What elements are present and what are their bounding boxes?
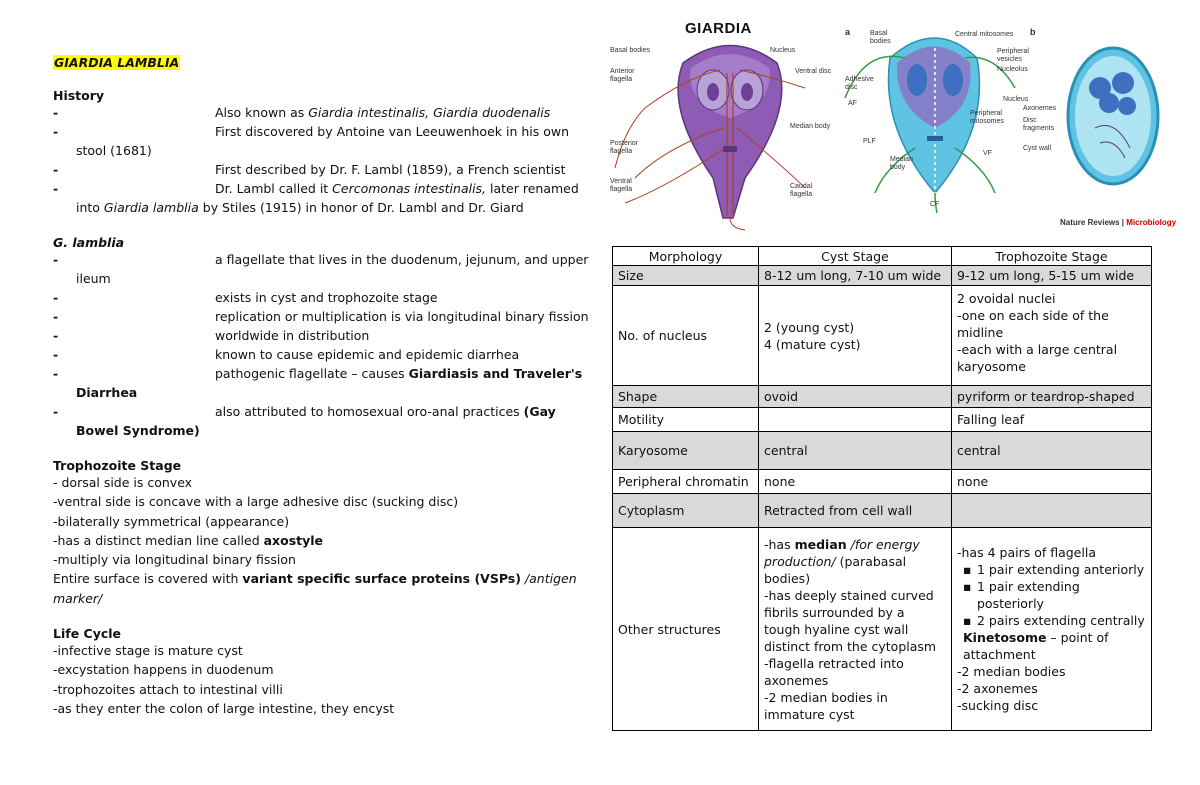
flagella-list xyxy=(957,561,1146,629)
tropho-cell: 9-12 um long, 5-15 um wide xyxy=(952,266,1152,286)
tropho-line: -ventral side is concave with a large adhesive disc (sucking disc) xyxy=(53,494,459,510)
row-label: Other structures xyxy=(613,528,759,731)
figure-label: Central mitosomes xyxy=(955,31,1014,38)
row-label: Karyosome xyxy=(613,432,759,470)
giardia-diagram xyxy=(605,18,1195,233)
glamblia-item: - exists in cyst and trophozoite stage xyxy=(53,290,438,305)
glamblia-item-cont: Diarrhea xyxy=(76,385,138,400)
table-row xyxy=(613,286,1152,386)
table-row xyxy=(613,266,1152,286)
row-label: Motility xyxy=(613,408,759,432)
lifecycle-line: -infective stage is mature cyst xyxy=(53,643,243,659)
figure-label: Adhesive disc xyxy=(845,76,874,91)
figure-label: Peripheral vesicles xyxy=(997,48,1029,63)
table-row xyxy=(613,494,1152,528)
figure-label: Median body xyxy=(790,123,831,130)
history-heading: History xyxy=(53,88,105,103)
figure-label: Nucleus xyxy=(770,47,796,54)
notes-column xyxy=(53,55,598,718)
glamblia-item: - replication or multiplication is via longitudinal binary fission xyxy=(53,309,589,324)
figure-label: CF xyxy=(930,201,940,208)
tropho-cell: 2 ovoidal nuclei -one on each side of the midline -each with a large central karyosome xyxy=(952,286,1152,386)
tropho-line: -bilaterally symmetrical (appearance) xyxy=(53,513,290,529)
lifecycle-line: -as they enter the colon of large intestine, they encyst xyxy=(53,700,395,716)
history-item: - Also known as Giardia intestinalis, Giardia duodenalis xyxy=(53,105,551,120)
history-item-cont: into Giardia lamblia by Stiles (1915) in honor of Dr. Lambl and Dr. Giard xyxy=(76,200,524,215)
figure-label: Median body xyxy=(890,156,913,171)
figure-label: Peripheral mitosomes xyxy=(970,110,1004,125)
trophozoite-heading: Trophozoite Stage xyxy=(53,458,182,473)
tropho-cell: central xyxy=(952,432,1152,470)
figure-label: Basal bodies xyxy=(870,30,891,45)
glamblia-item-cont: ileum xyxy=(76,271,111,286)
tropho-line: -multiply via longitudinal binary fission xyxy=(53,552,296,568)
tropho-cell: Falling leaf xyxy=(952,408,1152,432)
glamblia-item-cont: Bowel Syndrome) xyxy=(76,423,200,438)
figure-label: Nucleus xyxy=(1003,96,1029,103)
panel-b-label: b xyxy=(1030,27,1036,37)
table-row xyxy=(613,528,1152,731)
row-label: Peripheral chromatin xyxy=(613,470,759,494)
tropho-line: - dorsal side is convex xyxy=(53,475,193,490)
row-label: No. of nucleus xyxy=(613,286,759,386)
cyst-cell: none xyxy=(759,470,952,494)
figure-label: Caudal flagella xyxy=(790,183,813,198)
cyst-cell xyxy=(759,408,952,432)
figure-label: Disc fragments xyxy=(1023,117,1055,132)
figure-label: Basal bodies xyxy=(610,47,651,54)
doc-title: GIARDIA LAMBLIA xyxy=(54,55,180,70)
cyst-cell: 2 (young cyst) 4 (mature cyst) xyxy=(759,286,952,386)
history-item: - Dr. Lambl called it Cercomonas intestinalis, later renamed xyxy=(53,181,579,196)
lifecycle-line: -trophozoites attach to intestinal villi xyxy=(53,681,283,697)
figure-label: Axonemes xyxy=(1023,105,1057,112)
figure-label: PLF xyxy=(863,138,876,145)
giardia-figure xyxy=(605,18,1195,233)
figure-label: Nucleolus xyxy=(997,66,1028,73)
glamblia-item: - also attributed to homosexual oro-anal practices (Gay xyxy=(53,404,556,419)
figure-credit: Nature Reviews | Microbiology xyxy=(1060,218,1177,227)
figure-label: Ventral disc xyxy=(795,68,832,75)
figure-label: Anterior flagella xyxy=(610,68,635,83)
lifecycle-line: -excystation happens in duodenum xyxy=(53,662,274,678)
list-item: ▪ 1 pair extending posteriorly xyxy=(977,578,1146,612)
glamblia-heading: G. lamblia xyxy=(53,235,125,250)
tropho-line: marker/ xyxy=(53,590,103,606)
cyst-cell: ovoid xyxy=(759,386,952,408)
figure-label: Posterior flagella xyxy=(610,140,639,155)
figure-label: Ventral flagella xyxy=(610,178,633,193)
table-header-row xyxy=(613,247,1152,266)
figure-label: VF xyxy=(983,150,992,157)
history-item-cont: stool (1681) xyxy=(76,143,152,158)
history-item: - First discovered by Antoine van Leeuwenhoek in his own xyxy=(53,124,570,139)
row-label: Cytoplasm xyxy=(613,494,759,528)
panel-a-label: a xyxy=(845,27,851,37)
tropho-cell: none xyxy=(952,470,1152,494)
row-label: Shape xyxy=(613,386,759,408)
figure-label: AF xyxy=(848,100,857,107)
glamblia-item: - pathogenic flagellate – causes Giardiasis and Traveler's xyxy=(53,366,583,381)
cyst-cell: central xyxy=(759,432,952,470)
glamblia-item: - a flagellate that lives in the duodenum, jejunum, and upper xyxy=(53,252,589,267)
figure-label: Cyst wall xyxy=(1023,145,1052,152)
cyst-cell: -has median /for energy production/ (parabasal bodies) -has deeply stained curved fibrils surrounded by a tough hyaline cyst wall distinct from the cytoplasm -flagella retracted into axonemes -2 median bodies in immature cyst xyxy=(759,528,952,731)
table-row xyxy=(613,386,1152,408)
glamblia-item: - worldwide in distribution xyxy=(53,328,370,343)
tropho-cell: -has 4 pairs of flagella ▪ 1 pair extending anteriorly ▪ 1 pair extending posteriorly ▪ 2 pairs extending centrally Kinetosome – point of attachment -2 median bodies -2 axonemes -sucking disc xyxy=(952,528,1152,731)
morphology-table xyxy=(612,246,1152,731)
cyst-cell: 8-12 um long, 7-10 um wide xyxy=(759,266,952,286)
column-header: Cyst Stage xyxy=(759,247,952,266)
figure-title: GIARDIA xyxy=(685,20,752,37)
list-item: ▪ 2 pairs extending centrally xyxy=(977,612,1146,629)
lifecycle-heading: Life Cycle xyxy=(53,626,122,642)
history-item: - First described by Dr. F. Lambl (1859), a French scientist xyxy=(53,162,566,177)
list-item: ▪ 1 pair extending anteriorly xyxy=(977,561,1146,578)
tropho-cell xyxy=(952,494,1152,528)
tropho-line: -has a distinct median line called axostyle xyxy=(53,532,324,548)
cyst-cell: Retracted from cell wall xyxy=(759,494,952,528)
glamblia-item: - known to cause epidemic and epidemic diarrhea xyxy=(53,347,520,362)
table-row xyxy=(613,432,1152,470)
table-row xyxy=(613,408,1152,432)
column-header: Trophozoite Stage xyxy=(952,247,1152,266)
column-header: Morphology xyxy=(613,247,759,266)
cyst-diagram-b xyxy=(1068,48,1158,184)
row-label: Size xyxy=(613,266,759,286)
tropho-line: Entire surface is covered with variant specific surface proteins (VSPs) /antigen xyxy=(53,571,577,587)
table-row xyxy=(613,470,1152,494)
tropho-cell: pyriform or teardrop-shaped xyxy=(952,386,1152,408)
